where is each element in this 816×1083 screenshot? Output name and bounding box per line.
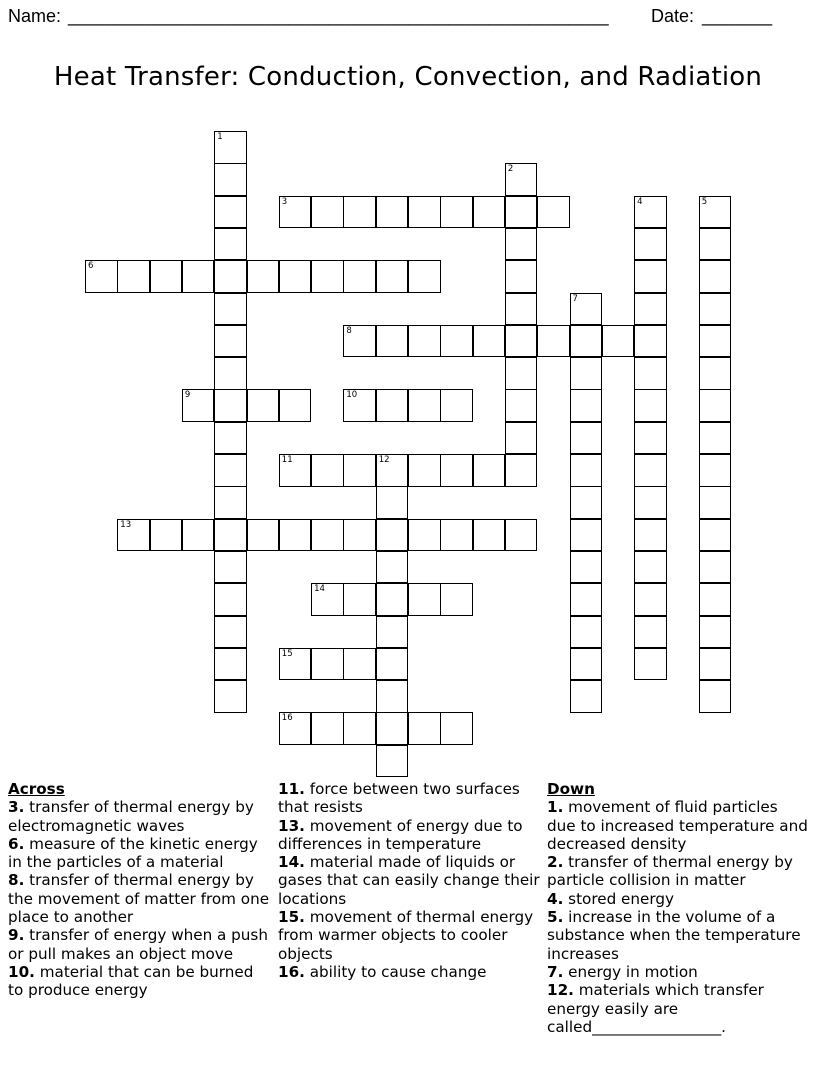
grid-cell[interactable] bbox=[117, 260, 150, 293]
clue-number: 2 bbox=[507, 164, 514, 175]
grid-cell[interactable] bbox=[634, 260, 667, 293]
grid-cell[interactable] bbox=[279, 454, 312, 487]
grid-cell[interactable] bbox=[376, 519, 409, 552]
grid-cell[interactable] bbox=[440, 712, 473, 745]
grid-cell[interactable] bbox=[570, 551, 603, 584]
grid-cell[interactable] bbox=[214, 228, 247, 261]
grid-cell[interactable] bbox=[279, 519, 312, 552]
grid-cell[interactable] bbox=[699, 196, 732, 229]
grid-cell[interactable] bbox=[634, 454, 667, 487]
clue-text: movement of energy due to differences in temperature bbox=[278, 816, 523, 853]
grid-cell[interactable] bbox=[214, 519, 247, 552]
grid-cell[interactable] bbox=[634, 196, 667, 229]
grid-cell[interactable] bbox=[699, 357, 732, 390]
grid-cell[interactable] bbox=[408, 519, 441, 552]
clue-number: 1 bbox=[217, 132, 223, 142]
grid-cell[interactable] bbox=[505, 163, 538, 196]
grid-cell[interactable] bbox=[537, 325, 570, 358]
grid-cell[interactable] bbox=[473, 325, 506, 358]
clue-across bbox=[278, 817, 540, 854]
grid-cell[interactable] bbox=[570, 454, 603, 487]
grid-cell[interactable] bbox=[537, 196, 570, 229]
grid-cell[interactable] bbox=[311, 454, 344, 487]
grid-cell[interactable] bbox=[182, 519, 215, 552]
clue-across bbox=[8, 926, 270, 963]
grid-cell[interactable] bbox=[311, 583, 344, 616]
grid-cell[interactable] bbox=[570, 616, 603, 649]
clue-number: 4 bbox=[637, 196, 643, 207]
clue-number: 16. bbox=[278, 962, 305, 981]
grid-cell[interactable] bbox=[699, 583, 732, 616]
grid-cell[interactable] bbox=[343, 260, 376, 293]
grid-cell[interactable] bbox=[634, 293, 667, 326]
grid-cell[interactable] bbox=[570, 389, 603, 422]
grid-cell[interactable] bbox=[408, 389, 441, 422]
grid-cell[interactable] bbox=[570, 325, 603, 358]
grid-cell[interactable] bbox=[311, 519, 344, 552]
grid-cell[interactable] bbox=[634, 228, 667, 261]
grid-cell[interactable] bbox=[634, 422, 667, 455]
clue-text: force between two surfaces that resists bbox=[278, 780, 520, 817]
grid-cell[interactable] bbox=[699, 486, 732, 519]
grid-cell[interactable] bbox=[408, 712, 441, 745]
grid-cell[interactable] bbox=[634, 583, 667, 616]
grid-cell[interactable] bbox=[699, 325, 732, 358]
clue-number: 10 bbox=[346, 390, 358, 401]
down-heading: Down bbox=[547, 780, 595, 798]
grid-cell[interactable] bbox=[408, 454, 441, 487]
grid-cell[interactable] bbox=[343, 325, 376, 358]
clue-number: 14 bbox=[314, 584, 325, 595]
clue-text: transfer of thermal energy by particle collision in matter bbox=[547, 853, 793, 890]
grid-cell[interactable] bbox=[473, 196, 506, 229]
clue-number: 3 bbox=[281, 196, 288, 207]
grid-cell[interactable] bbox=[247, 260, 280, 293]
grid-cell[interactable] bbox=[505, 325, 538, 358]
grid-cell[interactable] bbox=[570, 680, 603, 713]
grid-cell[interactable] bbox=[214, 454, 247, 487]
clue-text: ability to cause change bbox=[304, 962, 487, 981]
clue-across bbox=[278, 853, 540, 908]
grid-cell[interactable] bbox=[85, 260, 118, 293]
grid-cell[interactable] bbox=[376, 616, 409, 649]
clue-text: increase in the volume of a substance when the temperature increases bbox=[547, 908, 801, 963]
grid-cell[interactable] bbox=[279, 196, 312, 229]
grid-cell[interactable] bbox=[699, 422, 732, 455]
down-clues bbox=[547, 780, 809, 1036]
grid-cell[interactable] bbox=[699, 551, 732, 584]
grid-cell[interactable] bbox=[699, 648, 732, 681]
grid-cell[interactable] bbox=[214, 325, 247, 358]
grid-cell[interactable] bbox=[343, 712, 376, 745]
clue-down bbox=[547, 798, 809, 853]
grid-cell[interactable] bbox=[311, 196, 344, 229]
clue-across bbox=[8, 798, 270, 835]
grid-cell[interactable] bbox=[343, 454, 376, 487]
clue-text: measure of the kinetic energy in the particles of a material bbox=[8, 834, 258, 872]
clue-number: 4. bbox=[547, 889, 564, 908]
clue-text: material that can be burned to produce energy bbox=[8, 962, 254, 1000]
grid-cell[interactable] bbox=[214, 422, 247, 455]
clue-number: 1. bbox=[547, 798, 564, 817]
clue-number: 15. bbox=[278, 908, 305, 927]
grid-cell[interactable] bbox=[570, 583, 603, 616]
grid-cell[interactable] bbox=[408, 260, 441, 293]
grid-cell[interactable] bbox=[279, 260, 312, 293]
grid-cell[interactable] bbox=[408, 196, 441, 229]
grid-cell[interactable] bbox=[505, 422, 538, 455]
grid-cell[interactable] bbox=[570, 648, 603, 681]
grid-cell[interactable] bbox=[473, 454, 506, 487]
grid-cell[interactable] bbox=[279, 712, 312, 745]
grid-cell[interactable] bbox=[376, 260, 409, 293]
clue-number: 14. bbox=[278, 853, 305, 872]
clue-text: energy in motion bbox=[563, 962, 698, 981]
clue-text: movement of fluid particles due to increased temperature and decreased density bbox=[547, 798, 808, 853]
grid-cell[interactable] bbox=[634, 519, 667, 552]
grid-cell[interactable] bbox=[376, 712, 409, 745]
grid-cell[interactable] bbox=[699, 260, 732, 293]
grid-cell[interactable] bbox=[247, 389, 280, 422]
grid-cell[interactable] bbox=[376, 745, 409, 778]
clue-across bbox=[278, 780, 540, 817]
grid-cell[interactable] bbox=[214, 389, 247, 422]
clue-down bbox=[547, 981, 809, 1036]
grid-cell[interactable] bbox=[505, 196, 538, 229]
clue-number: 11 bbox=[281, 455, 293, 465]
grid-cell[interactable] bbox=[505, 357, 538, 390]
clue-across bbox=[8, 871, 270, 926]
clue-number: 8. bbox=[8, 871, 25, 890]
grid-cell[interactable] bbox=[214, 131, 247, 164]
grid-cell[interactable] bbox=[214, 486, 247, 519]
clue-number: 15 bbox=[281, 648, 293, 659]
grid-cell[interactable] bbox=[505, 389, 538, 422]
grid-cell[interactable] bbox=[699, 680, 732, 713]
clue-down bbox=[547, 853, 809, 890]
grid-cell[interactable] bbox=[214, 260, 247, 293]
clue-number: 11. bbox=[278, 780, 305, 798]
grid-cell[interactable] bbox=[440, 196, 473, 229]
grid-cell[interactable] bbox=[440, 519, 473, 552]
grid-cell[interactable] bbox=[214, 680, 247, 713]
clue-number: 13. bbox=[278, 816, 305, 835]
grid-cell[interactable] bbox=[376, 454, 409, 487]
grid-cell[interactable] bbox=[602, 325, 635, 358]
grid-cell[interactable] bbox=[150, 260, 183, 293]
grid-cell[interactable] bbox=[311, 648, 344, 681]
grid-cell[interactable] bbox=[150, 519, 183, 552]
clue-text: transfer of thermal energy by electromagnetic waves bbox=[8, 798, 254, 835]
name-field-line: ______________________________________________________ bbox=[68, 6, 609, 26]
grid-cell[interactable] bbox=[376, 551, 409, 584]
grid-cell[interactable] bbox=[570, 422, 603, 455]
grid-cell[interactable] bbox=[634, 325, 667, 358]
clue-text: transfer of thermal energy by the movement of matter from one place to another bbox=[8, 871, 270, 927]
grid-cell[interactable] bbox=[570, 519, 603, 552]
grid-cell[interactable] bbox=[182, 389, 215, 422]
grid-cell[interactable] bbox=[440, 389, 473, 422]
grid-cell[interactable] bbox=[634, 486, 667, 519]
grid-cell[interactable] bbox=[182, 260, 215, 293]
grid-cell[interactable] bbox=[570, 486, 603, 519]
grid-cell[interactable] bbox=[117, 519, 150, 552]
grid-cell[interactable] bbox=[376, 325, 409, 358]
grid-cell[interactable] bbox=[699, 519, 732, 552]
clue-number: 9 bbox=[184, 390, 191, 401]
clue-number: 13 bbox=[120, 519, 132, 530]
grid-cell[interactable] bbox=[214, 163, 247, 196]
clue-number: 7. bbox=[547, 962, 564, 981]
grid-cell[interactable] bbox=[634, 357, 667, 390]
clue-number: 5. bbox=[547, 908, 564, 927]
clue-text: transfer of energy when a push or pull makes an object move bbox=[8, 926, 268, 963]
grid-cell[interactable] bbox=[699, 616, 732, 649]
grid-cell[interactable] bbox=[247, 519, 280, 552]
across-clues-continued bbox=[278, 780, 540, 981]
grid-cell[interactable] bbox=[214, 196, 247, 229]
grid-cell[interactable] bbox=[570, 357, 603, 390]
grid-cell[interactable] bbox=[440, 325, 473, 358]
clue-down bbox=[547, 908, 809, 963]
grid-cell[interactable] bbox=[311, 712, 344, 745]
grid-cell[interactable] bbox=[214, 357, 247, 390]
grid-cell[interactable] bbox=[343, 389, 376, 422]
grid-cell[interactable] bbox=[214, 583, 247, 616]
grid-cell[interactable] bbox=[505, 519, 538, 552]
grid-cell[interactable] bbox=[376, 680, 409, 713]
grid-cell[interactable] bbox=[634, 648, 667, 681]
grid-cell[interactable] bbox=[570, 293, 603, 326]
grid-cell[interactable] bbox=[699, 228, 732, 261]
grid-cell[interactable] bbox=[440, 583, 473, 616]
grid-cell[interactable] bbox=[376, 486, 409, 519]
grid-cell[interactable] bbox=[505, 260, 538, 293]
clue-text: stored energy bbox=[563, 889, 674, 908]
grid-cell[interactable] bbox=[343, 519, 376, 552]
grid-cell[interactable] bbox=[699, 389, 732, 422]
clue-number: 12. bbox=[547, 981, 574, 1000]
clue-down bbox=[547, 890, 809, 908]
clue-number: 6. bbox=[8, 834, 25, 853]
clue-down bbox=[547, 963, 809, 981]
grid-cell[interactable] bbox=[440, 454, 473, 487]
date-field-line: _______ bbox=[702, 6, 773, 26]
clue-across bbox=[8, 963, 270, 1000]
clue-number: 9. bbox=[8, 926, 25, 945]
clue-number: 5 bbox=[701, 196, 708, 207]
clue-number: 16 bbox=[281, 713, 293, 724]
grid-cell[interactable] bbox=[699, 293, 732, 326]
grid-cell[interactable] bbox=[376, 583, 409, 616]
clue-number: 8 bbox=[346, 325, 352, 336]
grid-cell[interactable] bbox=[279, 648, 312, 681]
grid-cell[interactable] bbox=[343, 648, 376, 681]
clue-number: 3. bbox=[8, 798, 25, 817]
grid-cell[interactable] bbox=[505, 454, 538, 487]
date-label: Date: bbox=[651, 6, 695, 26]
grid-cell[interactable] bbox=[343, 583, 376, 616]
clue-across bbox=[8, 835, 270, 872]
grid-cell[interactable] bbox=[279, 389, 312, 422]
name-label: Name: bbox=[8, 6, 62, 26]
clue-number: 6 bbox=[88, 261, 94, 272]
grid-cell[interactable] bbox=[214, 293, 247, 326]
grid-cell[interactable] bbox=[699, 454, 732, 487]
page-title: Heat Transfer: Conduction, Convection, and Radiation bbox=[53, 62, 763, 92]
grid-cell[interactable] bbox=[473, 519, 506, 552]
grid-cell[interactable] bbox=[376, 389, 409, 422]
clue-number: 2. bbox=[547, 853, 564, 872]
grid-cell[interactable] bbox=[505, 293, 538, 326]
clue-text: material made of liquids or gases that can easily change their locations bbox=[278, 853, 540, 908]
grid-cell[interactable] bbox=[311, 260, 344, 293]
across-clues bbox=[8, 780, 270, 1000]
grid-cell[interactable] bbox=[505, 228, 538, 261]
grid-cell[interactable] bbox=[214, 616, 247, 649]
grid-cell[interactable] bbox=[214, 648, 247, 681]
clue-number: 12 bbox=[378, 455, 390, 465]
clue-across bbox=[278, 963, 540, 981]
across-heading: Across bbox=[8, 780, 65, 798]
clue-across bbox=[278, 908, 540, 963]
clue-text: movement of thermal energy from warmer objects to cooler objects bbox=[278, 908, 534, 963]
grid-cell[interactable] bbox=[634, 616, 667, 649]
grid-cell[interactable] bbox=[214, 551, 247, 584]
grid-cell[interactable] bbox=[634, 389, 667, 422]
grid-cell[interactable] bbox=[343, 196, 376, 229]
grid-cell[interactable] bbox=[634, 551, 667, 584]
grid-cell[interactable] bbox=[376, 648, 409, 681]
clue-text: materials which transfer energy easily are called_________________. bbox=[547, 981, 764, 1036]
clue-number: 7 bbox=[572, 293, 578, 304]
clue-number: 10. bbox=[8, 962, 35, 981]
grid-cell[interactable] bbox=[408, 325, 441, 358]
grid-cell[interactable] bbox=[408, 583, 441, 616]
grid-cell[interactable] bbox=[376, 196, 409, 229]
